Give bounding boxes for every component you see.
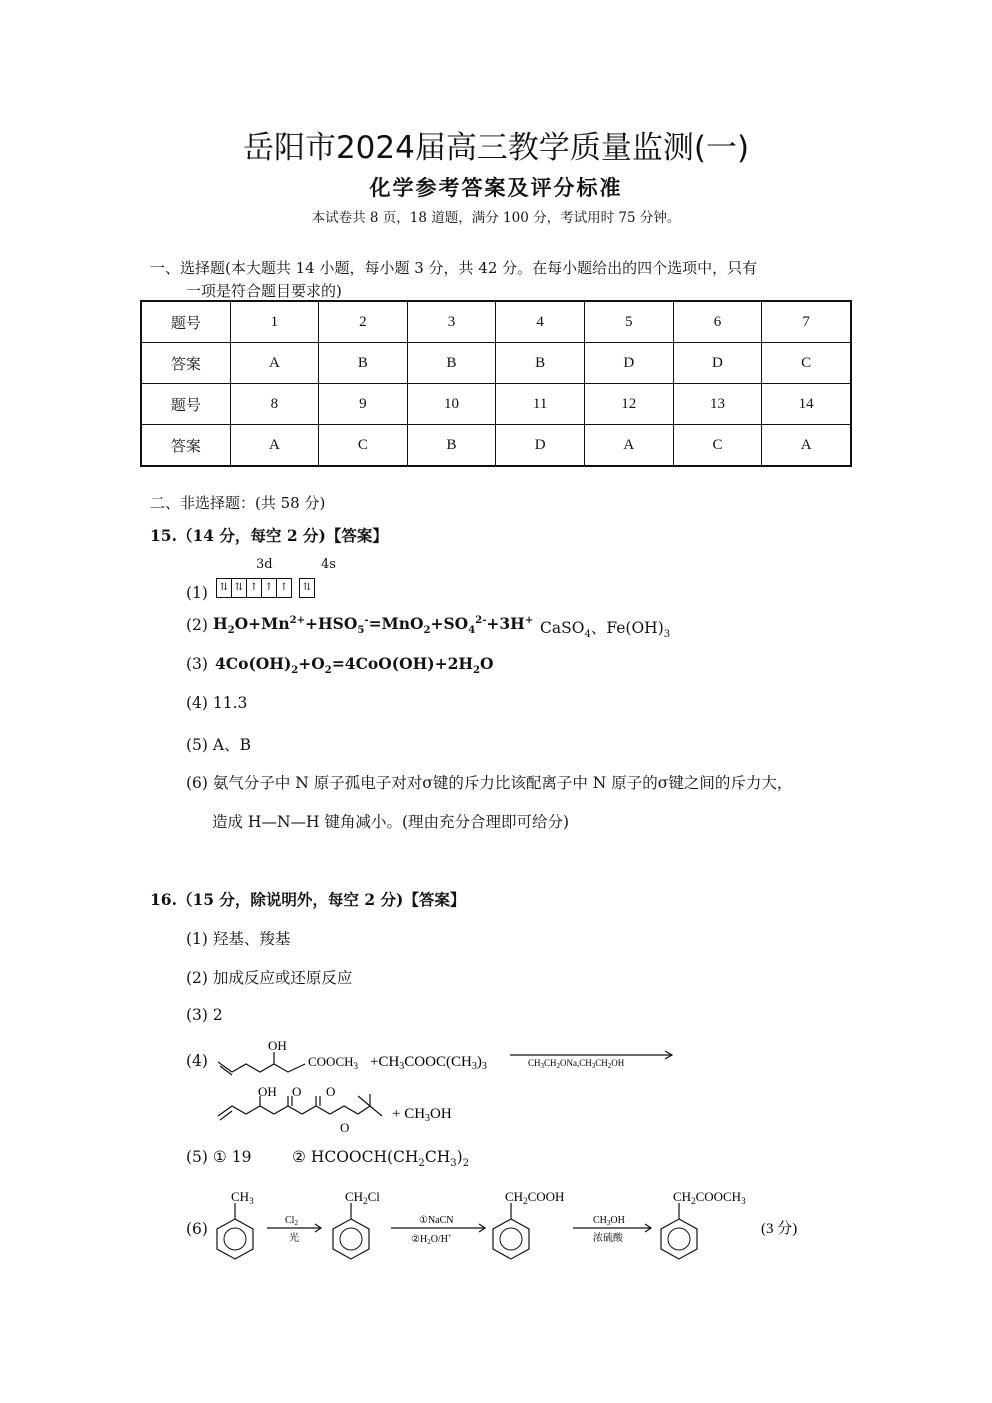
table-row [141, 425, 851, 467]
arrow2-bottom: $②H_2O/H^+$ [411, 1232, 452, 1246]
q15-p3-label: (3) [186, 655, 208, 673]
table-row-header: 题号 [141, 384, 230, 425]
q16-p6-label: (6) [186, 1220, 208, 1238]
table-cell: 11 [496, 384, 585, 425]
table-cell: B [319, 343, 408, 384]
structure-2-label: $CH_2Cl$ [345, 1189, 380, 1206]
q16-header: 16.（15 分，除说明外，每空 2 分)【答案】 [150, 890, 466, 909]
reactant-oh: OH [268, 1038, 287, 1053]
table-cell: 8 [230, 384, 319, 425]
arrow1-top: $Cl_2$ [285, 1215, 298, 1227]
table-cell: 10 [407, 384, 496, 425]
benzene-ring-2 [333, 1203, 369, 1259]
q15-header: 15.（14 分，每空 2 分)【答案】 [150, 526, 388, 545]
orbital-4s-label: 4s [321, 557, 336, 572]
arrow2-top: ①NaCN [419, 1215, 454, 1226]
table-cell: 2 [319, 301, 408, 343]
table-cell: D [496, 425, 585, 467]
product-o2: O [326, 1084, 336, 1099]
table-row-header: 答案 [141, 425, 230, 467]
q15-p6-line2: 造成 H—N—H 键角减小。(理由充分合理即可给分) [212, 813, 570, 831]
table-cell: 4 [496, 301, 585, 343]
reagent: $+CH_3COOC(CH_3)_3$ [370, 1054, 487, 1072]
q15-p3-equation: $4Co(OH)_2+O_2=4CoO(OH)+2H_2O$ [215, 654, 494, 677]
q16-p5-2: ② $HCOOCH(CH_2CH_3)_2$ [292, 1148, 470, 1170]
table-row [141, 343, 851, 384]
table-cell: C [319, 425, 408, 467]
q15-p6-line1: (6) 氨气分子中 N 原子孤电子对对σ键的斥力比该配离子中 N 原子的σ键之间的斥力大， [186, 774, 793, 792]
table-cell: B [496, 343, 585, 384]
section1-heading: 一、选择题(本大题共 14 小题，每小题 3 分，共 42 分。在每小题给出的四个选项中，只有 [150, 259, 758, 277]
product-o1: O [292, 1084, 302, 1099]
product-o3: O [340, 1120, 350, 1135]
structure-4-label: $CH_2COOCH_3$ [673, 1189, 746, 1206]
byproduct: + $CH_3OH$ [392, 1106, 452, 1124]
reaction-condition: $CH_3CH_2ONa,CH_3CH_2OH$ [528, 1058, 625, 1070]
table-cell: 7 [762, 301, 851, 343]
table-cell: 14 [762, 384, 851, 425]
arrow3-bottom: 浓硫酸 [593, 1233, 623, 1244]
table-row-header: 答案 [141, 343, 230, 384]
benzene-ring-3 [493, 1203, 529, 1259]
section2-heading: 二、非选择题：(共 58 分) [150, 494, 326, 512]
q15-p5: (5) A、B [186, 736, 251, 754]
table-cell: C [673, 425, 762, 467]
table-row [141, 384, 851, 425]
table-cell: A [230, 425, 319, 467]
q15-p2-label: (2) [186, 616, 208, 634]
page-subtitle: 化学参考答案及评分标准 [369, 175, 623, 200]
arrow3-top: $CH_3OH$ [593, 1215, 625, 1227]
benzene-ring-4 [661, 1203, 697, 1259]
page-title: 岳阳市2024届高三教学质量监测(一) [242, 130, 750, 166]
table-row [141, 301, 851, 343]
table-cell: 5 [584, 301, 673, 343]
section1-heading-cont: 一项是符合题目要求的) [186, 282, 342, 300]
arrow1-bottom: 光 [289, 1233, 299, 1244]
exam-meta: 本试卷共 8 页，18 道题，满分 100 分，考试用时 75 分钟。 [311, 210, 681, 226]
table-cell: 13 [673, 384, 762, 425]
orbital-3d-label: 3d [256, 557, 273, 572]
benzene-ring-1 [217, 1203, 253, 1259]
table-cell: B [407, 425, 496, 467]
q16-p4-label: (4) [186, 1052, 208, 1070]
q15-p1-label: (1) [186, 584, 208, 602]
q16-p5-label: (5) ① 19 [186, 1148, 252, 1166]
q16-p2: (2) 加成反应或还原反应 [186, 969, 353, 987]
q15-p4: (4) 11.3 [186, 694, 248, 712]
structure-3-label: $CH_2COOH$ [505, 1189, 565, 1206]
q16-p1: (1) 羟基、羧基 [186, 930, 291, 948]
structure-1-label: $CH_3$ [231, 1189, 254, 1206]
q16-p3: (3) 2 [186, 1006, 223, 1024]
table-cell: 1 [230, 301, 319, 343]
table-cell: 6 [673, 301, 762, 343]
reactant-ester: $COOCH_3$ [308, 1054, 359, 1071]
table-row-header: 题号 [141, 301, 230, 343]
q16-p6-score: (3 分) [761, 1221, 798, 1237]
table-cell: A [584, 425, 673, 467]
q16-p4-reaction-scheme [210, 1034, 690, 1139]
table-cell: 12 [584, 384, 673, 425]
product-oh: OH [258, 1084, 277, 1099]
table-cell: D [584, 343, 673, 384]
table-cell: C [762, 343, 851, 384]
table-cell: A [762, 425, 851, 467]
q15-p2-equation: $H_2O+Mn^{2+}+HSO_5^-=MnO_2+SO_4^{2-}+3H^+$ [213, 614, 534, 637]
answer-table [140, 300, 852, 467]
table-cell: 3 [407, 301, 496, 343]
table-cell: A [230, 343, 319, 384]
orbital-diagram: ⇅ ⇅ ↑ ↑ ↑ ⇅ [216, 577, 314, 598]
table-cell: D [673, 343, 762, 384]
q15-p2-extra: CaSO$_4$、$Fe(OH)_3$ [540, 619, 671, 641]
table-cell: 9 [319, 384, 408, 425]
table-cell: B [407, 343, 496, 384]
q16-p6-synthesis-route [205, 1185, 825, 1270]
